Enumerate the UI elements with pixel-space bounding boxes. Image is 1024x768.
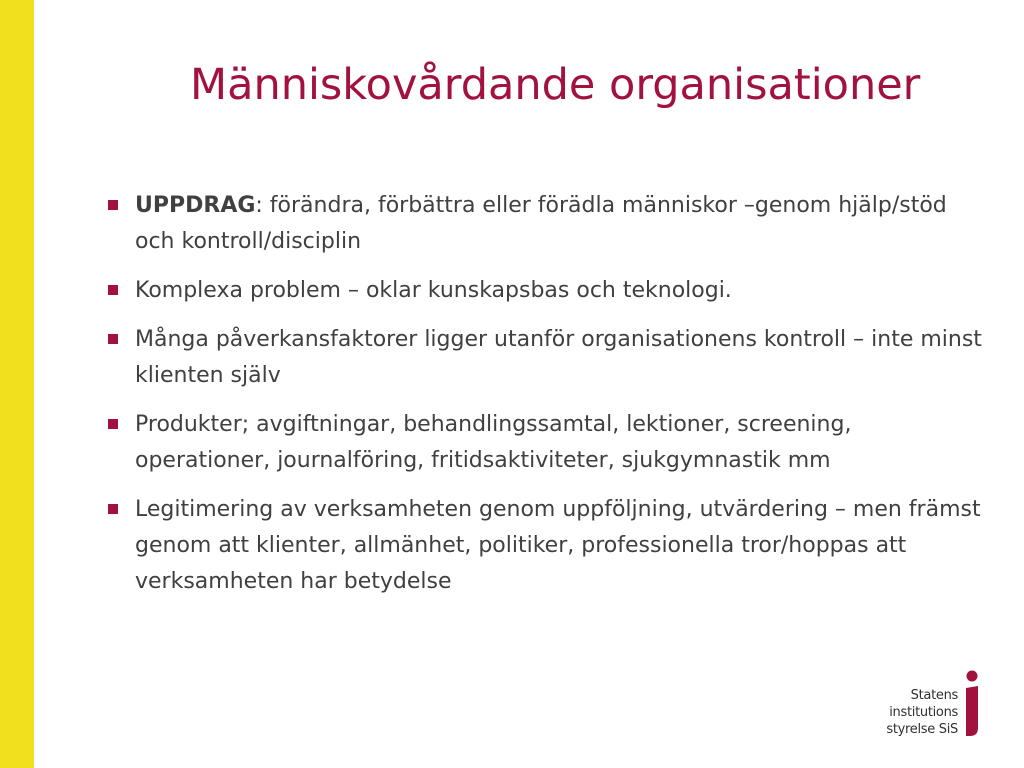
info-i-icon (964, 670, 980, 738)
logo-text (886, 687, 958, 738)
bullet-text: : förändra, förbättra eller förädla människor –genom hjälp/stöd och kontroll/disciplin (135, 193, 947, 254)
bullet-text: Komplexa problem – oklar kunskapsbas och teknologi. (135, 278, 732, 303)
bullet-item (105, 492, 985, 600)
bullet-text: Legitimering av verksamheten genom uppföljning, utvärdering – men främst genom att klienter, allmänhet, politiker, professionella tror/hoppas att verksamheten har betydelse (135, 497, 981, 594)
square-bullet-icon (108, 334, 118, 344)
bullet-strong: UPPDRAG (135, 193, 256, 218)
logo-line-3: styrelse SiS (886, 722, 958, 737)
logo-line-1: Statens (910, 688, 958, 703)
bullet-item (105, 322, 985, 394)
bullet-item (105, 188, 985, 260)
logo-line-2: institutions (889, 705, 958, 720)
sis-logo (886, 670, 980, 738)
square-bullet-icon (108, 419, 118, 429)
bullet-text: Många påverkansfaktorer ligger utanför organisationens kontroll – inte minst klienten själv (135, 327, 982, 388)
slide-title: Människovårdande organisationer (190, 60, 921, 110)
bullet-item (105, 273, 985, 309)
bullet-text: Produkter; avgiftningar, behandlingssamtal, lektioner, screening, operationer, journalföring, fritidsaktiviteter, sjukgymnastik mm (135, 412, 852, 473)
square-bullet-icon (108, 200, 118, 210)
square-bullet-icon (108, 285, 118, 295)
yellow-accent-bar (0, 0, 34, 768)
bullet-item (105, 407, 985, 479)
square-bullet-icon (108, 504, 118, 514)
bullet-list (105, 188, 985, 613)
